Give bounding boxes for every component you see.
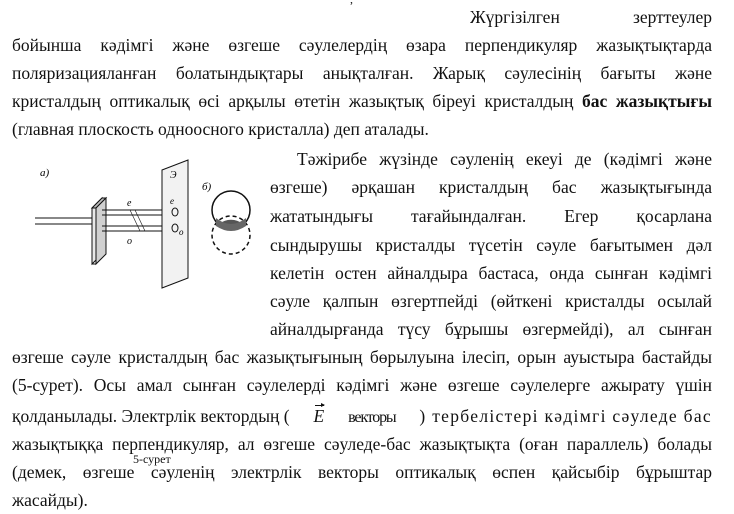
spot-e-label: e bbox=[170, 196, 174, 206]
text-line-4 bbox=[12, 90, 712, 112]
bold-term: бас жазықтығы bbox=[582, 91, 712, 111]
text-line-7: өзгеше) әрқашан кристалдың бас жазықтығында bbox=[270, 177, 712, 197]
text-line-2: бойынша кәдімгі және өзгеше сәулелердің өзара перпендикуляр жазықтықтарда bbox=[12, 35, 712, 55]
text-line-1 bbox=[470, 6, 712, 28]
vector-word: векторы bbox=[348, 409, 396, 426]
figure-caption: 5-сурет bbox=[133, 452, 171, 466]
text-line-3: поляризацияланған болатындықтары анықталған. Жарық сәулесінің бағыты және bbox=[12, 63, 712, 83]
text-line-15 bbox=[12, 405, 712, 429]
text-line-9: сындырушы кристалды түсетін сәуле бағытымен дәл bbox=[270, 235, 712, 255]
text-line-16: жазықтыққа перпендикуляр, ал өзгеше сәуледе-бас жазықтықта (оған параллель) болады bbox=[12, 434, 712, 454]
text-line-8: жататындығы тағайындалған. Егер қосарлана bbox=[270, 206, 712, 226]
text-line-4-normal: кристалдың оптикалық өсі арқылы өтетін жазықтық біреуі кристалдың bbox=[12, 91, 583, 111]
ray-o-label: o bbox=[127, 236, 132, 247]
text-word-left: Жүргізілген bbox=[470, 7, 560, 27]
ray-e-label: e bbox=[127, 198, 132, 209]
text-line-6: Тәжірибе жүзінде сәуленің екеуі де (кәдімгі және bbox=[297, 149, 712, 169]
text-line-13: өзгеше сәуле кристалдың бас жазықтығының бөрылуына ілесіп, орын ауыстыра бастайды bbox=[12, 347, 712, 367]
text-word-right: зерттеулер bbox=[632, 7, 712, 27]
figure-label-a: а) bbox=[40, 167, 50, 179]
text-line-17: (демек, өзгеше сәуленің электрлік векторы оптикалық өспен қайсыбір бұрыштар bbox=[12, 462, 712, 482]
text-line-15-before: қолданылады. Электрлік вектордың ( bbox=[12, 406, 290, 426]
text-line-14: (5-сурет). Осы амал сынған сәулелерді кәдімгі және өзгеше сәулелерге ажырату үшін bbox=[12, 375, 712, 395]
text-line-11: сәуле қалпын өзгертпейді (өйткені кристалды осылай bbox=[270, 291, 712, 311]
screen-label: Э bbox=[170, 170, 177, 181]
text-line-12: айналдырғанда түсу бұрышы өзгермейді), ал сынған bbox=[270, 319, 712, 339]
text-line-15-after: ) тербелістері кәдімгі сәуледе бас bbox=[419, 406, 712, 426]
figure-label-b: б) bbox=[202, 181, 212, 193]
text-line-18: жасайды). bbox=[12, 490, 88, 510]
text-line-5: (главная плоскость одноосного кристалла) деп аталады. bbox=[12, 119, 429, 139]
spot-o-label: o bbox=[179, 227, 184, 237]
figure-diagram bbox=[30, 156, 270, 296]
text-line-10: келетін остен айналдыра бастаса, онда сынған кәдімгі bbox=[270, 263, 712, 283]
top-fragment bbox=[350, 0, 353, 7]
vector-symbol: E bbox=[313, 406, 325, 426]
